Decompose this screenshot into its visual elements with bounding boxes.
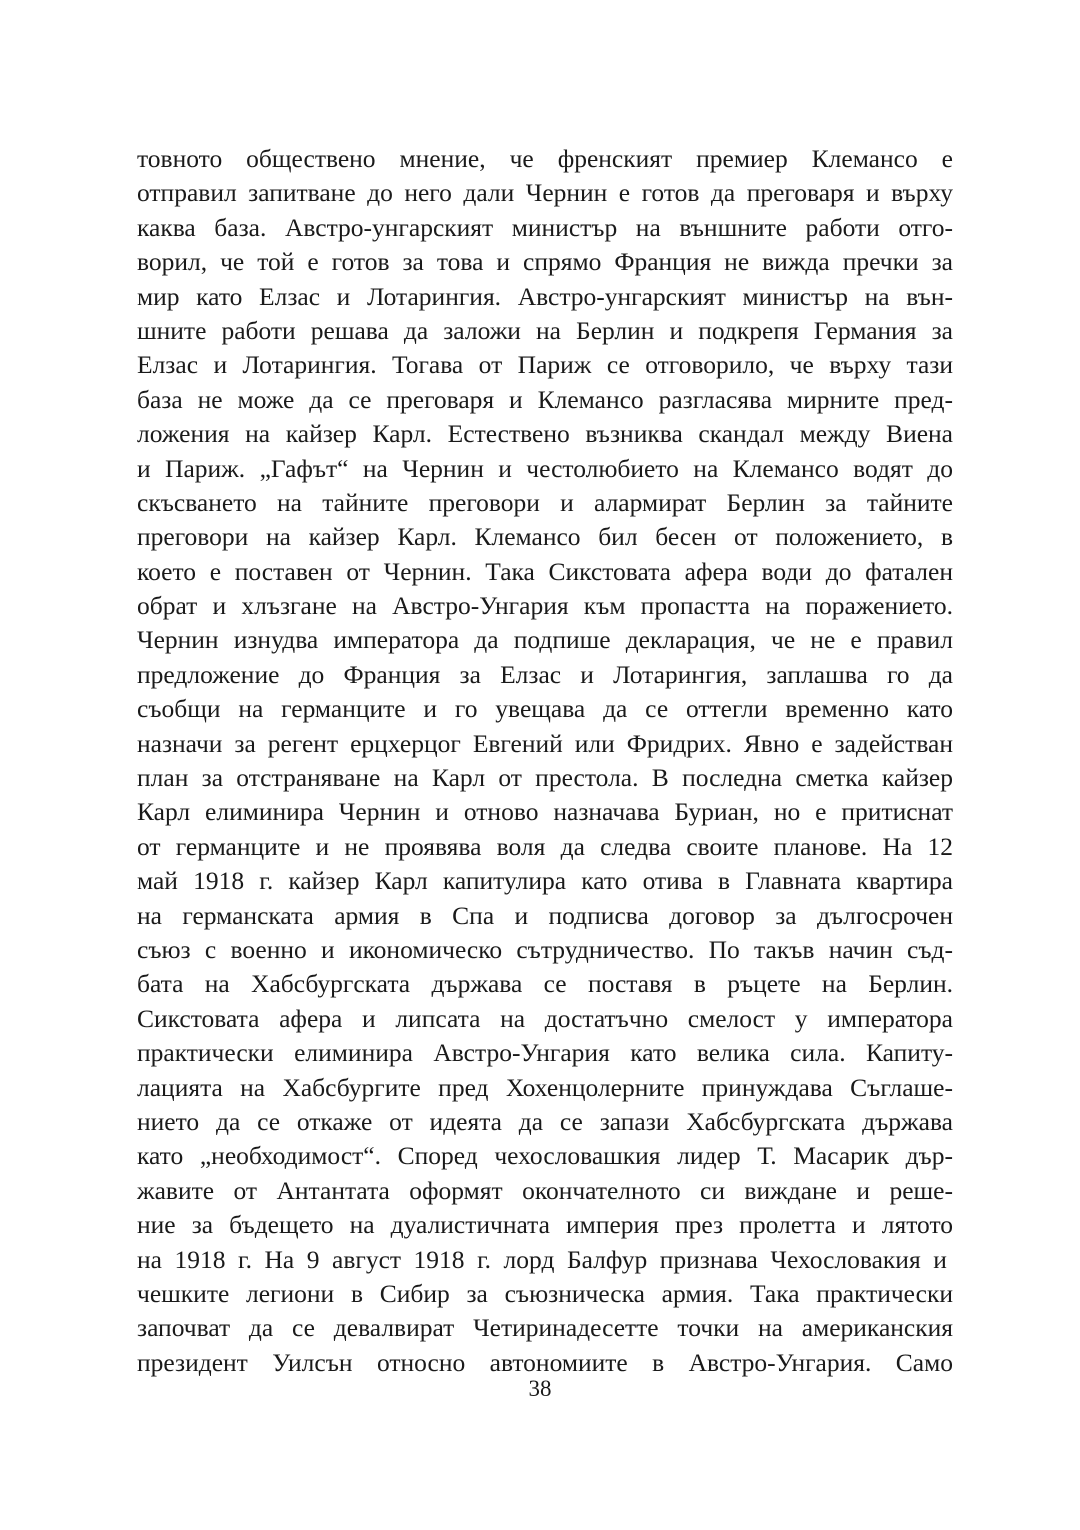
text-line: започват да се девалвират Четиринадесетте точки на американския <box>137 1313 953 1343</box>
text-line: мир като Елзас и Лотарингия. Австро-унгарският министър на вън- <box>137 281 953 311</box>
text-line: съюз с военно и икономическо сътрудничество. По такъв начин съд- <box>137 934 953 964</box>
text-line: Елзас и Лотарингия. Тогава от Париж се отговорило, че върху тази <box>137 350 953 380</box>
page-number: 38 <box>528 1376 552 1401</box>
text-line: май 1918 г. кайзер Карл капитулира като отива в Главната квартира <box>137 866 953 896</box>
text-line: на 1918 г. На 9 август 1918 г. лорд Балфур признава Чехословакия и <box>137 1244 947 1274</box>
text-line: практически елиминира Австро-Унгария като велика сила. Капиту- <box>137 1038 953 1068</box>
text-line: шните работи решава да заложи на Берлин и подкрепя Германия за <box>137 315 953 345</box>
text-line: и Париж. „Гафът“ на Чернин и честолюбието на Клемансо водят до <box>137 453 953 483</box>
text-line: Чернин изнудва императора да подпише декларация, че не е правил <box>137 625 953 655</box>
text-line: като „необходимост“. Според чехословашкия лидер Т. Масарик дър- <box>137 1141 953 1171</box>
text-line: нието да се откаже от идеята да се запази Хабсбургската държава <box>137 1106 953 1136</box>
text-line: отправил запитване до него дали Чернин е готов да преговаря и върху <box>137 178 953 208</box>
text-line: план за отстраняване на Карл от престола. В последна сметка кайзер <box>137 763 953 793</box>
text-line: лацията на Хабсбургите пред Хохенцолерните принуждава Съглаше- <box>137 1072 953 1102</box>
text-line: преговори на кайзер Карл. Клемансо бил бесен от положението, в <box>137 522 953 552</box>
text-line: ложения на кайзер Карл. Естествено възниква скандал между Виена <box>137 419 953 449</box>
text-line: база не може да се преговаря и Клемансо разгласява мирните пред- <box>137 384 953 414</box>
text-line: предложение до Франция за Елзас и Лотарингия, заплашва го да <box>137 659 953 689</box>
text-line: чешките легиони в Сибир за съюзническа армия. Така практически <box>137 1278 953 1308</box>
text-line: президент Уилсън относно автономиите в Австро-Унгария. Само <box>137 1347 953 1377</box>
body-text <box>137 142 953 1380</box>
text-line: което е поставен от Чернин. Така Сикстовата афера води до фатален <box>137 556 953 586</box>
text-line: обрат и хлъзгане на Австро-Унгария към пропастта на поражението. <box>137 591 953 621</box>
text-line: ние за бъдещето на дуалистичната империя през пролетта и лятото <box>137 1210 953 1240</box>
text-line: Карл елиминира Чернин и отново назначава Буриан, но е притиснат <box>137 797 953 827</box>
text-line: бата на Хабсбургската държава се поставя в ръцете на Берлин. <box>137 969 953 999</box>
text-line: назначи за регент ерцхерцог Евгений или Фридрих. Явно е задействан <box>137 728 953 758</box>
text-line: Сикстовата афера и липсата на достатъчно смелост у императора <box>137 1003 953 1033</box>
text-line: ворил, че той е готов за това и спрямо Франция не вижда пречки за <box>137 247 953 277</box>
text-line: скъсването на тайните преговори и алармират Берлин за тайните <box>137 487 953 517</box>
text-line: жавите от Антантата оформят окончателното си виждане и реше- <box>137 1175 953 1205</box>
text-line: товното обществено мнение, че френският премиер Клемансо е <box>137 144 953 173</box>
text-line: каква база. Австро-унгарският министър на външните работи отго- <box>137 212 953 242</box>
text-line: съобщи на германците и го увещава да се оттегли временно като <box>137 694 953 724</box>
text-line: от германците и не проявява воля да следва своите планове. На 12 <box>137 831 953 861</box>
text-line: на германската армия в Спа и подписва договор за дългосрочен <box>137 900 953 930</box>
